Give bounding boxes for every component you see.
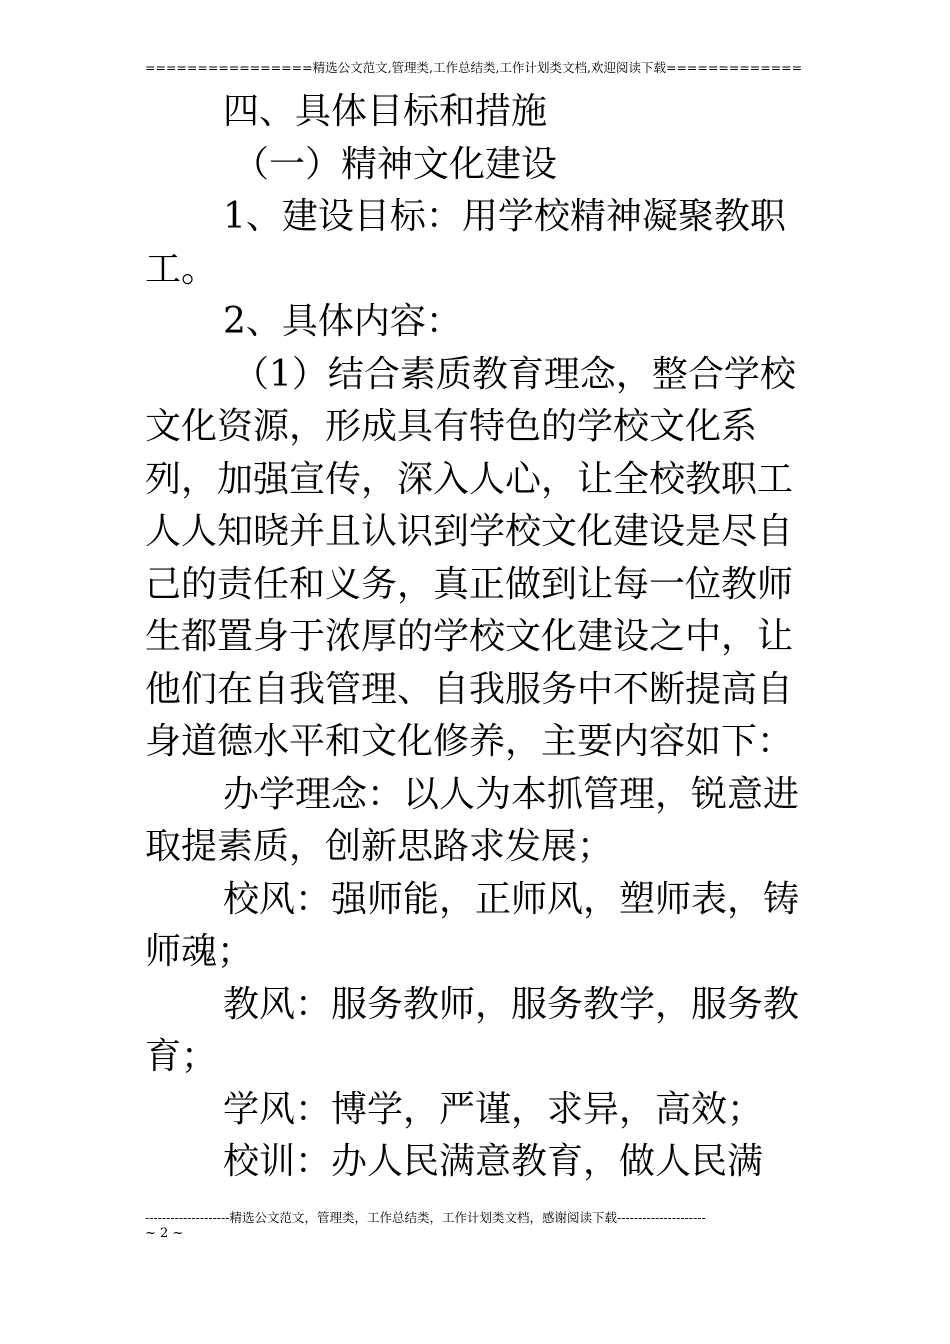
paragraph-study-style: 学风：博学，严谨，求异，高效； — [223, 1088, 764, 1130]
paragraph-teaching-style: 教风：服务教师，服务教学，服务教育； — [145, 983, 800, 1077]
document-body — [145, 86, 810, 1189]
paragraph-content-1: （1）结合素质教育理念，整合学校文化资源，形成具有特色的学校文化系列，加强宣传，深入人心，让全校教职工人人知晓并且认识到学校文化建设是尽自己的责任和义务，真正做到让每一位教师生都置身于浓厚的学校文化建设之中，让他们在自我管理、自我服务中不断提高自身道德水平和文化修养，主要内容如下： — [145, 353, 796, 762]
page-header: ================精选公文范文,管理类,工作总结类,工作计划类文档,欢迎阅读下载============= — [145, 60, 803, 75]
paragraph-school-spirit: 校风：强师能，正师风，塑师表，铸师魂； — [145, 878, 800, 972]
page-number: ~ 2 ~ — [145, 1226, 184, 1241]
paragraph-philosophy: 办学理念：以人为本抓管理，锐意进取提素质，创新思路求发展； — [145, 773, 800, 867]
subsection-heading: （一）精神文化建设 — [233, 143, 558, 185]
section-heading: 四、具体目标和措施 — [223, 91, 548, 132]
page-footer: --------------------精选公文范文，管理类，工作总结类，工作计划类文档，感谢阅读下载--------------------- — [145, 1210, 706, 1225]
paragraph-content-heading: 2、具体内容： — [223, 301, 462, 342]
paragraph-goal: 1、建设目标：用学校精神凝聚教职工。 — [145, 196, 786, 290]
paragraph-motto: 校训：办人民满意教育，做人民满 — [223, 1141, 764, 1182]
